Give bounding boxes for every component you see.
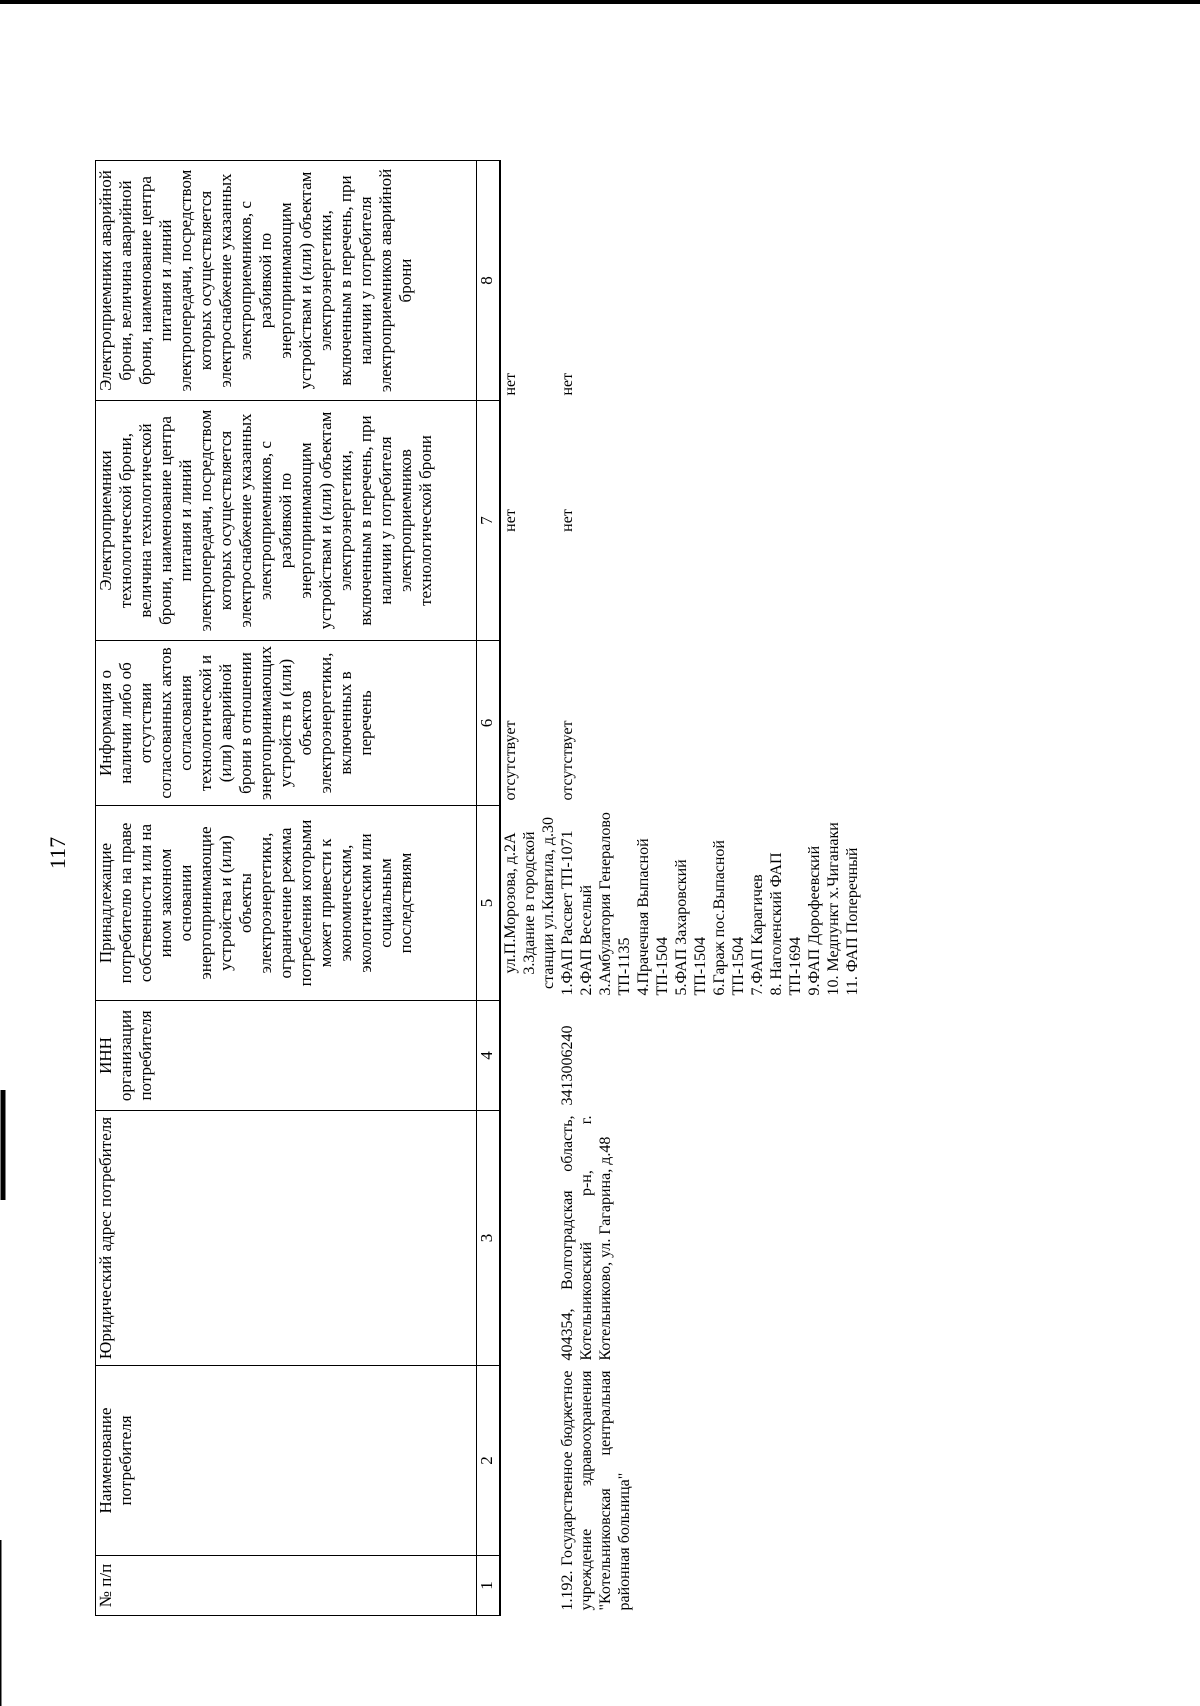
- header-consumer-name: Наименование потребителя: [96, 1366, 477, 1556]
- continuation-row: [500, 161, 558, 1616]
- column-number: 5: [477, 806, 501, 1001]
- header-inn: ИНН организации потребителя: [96, 1001, 477, 1111]
- header-row: [96, 161, 477, 1616]
- object-item: 2.ФАП Веселый: [578, 884, 595, 996]
- column-number: 3: [477, 1111, 501, 1366]
- object-item: 5.ФАП Захаровский ТП-1504: [673, 859, 709, 996]
- object-item: 10. Медпункт х.Чиганаки: [825, 822, 842, 996]
- consumer-objects: [558, 806, 862, 1001]
- column-number: 6: [477, 641, 501, 806]
- header-emergency-reserve: Электроприемники аварийной брони, величина аварийной брони, наименование центра питания и линий электропередачи, посредством которых осуществляется электроснабжение указанных электроприемников, с разбивкой по энергопринимающим устройствам и (или) объектам электроэнергетики, включенным в перечень, при наличии у потребителя электроприемников аварийной брони: [96, 161, 477, 401]
- object-item: 9.ФАП Дорофеевский: [806, 845, 823, 996]
- consumer-inn: 3413006240: [559, 1025, 576, 1106]
- column-number-row: [477, 161, 501, 1616]
- column-number: 2: [477, 1366, 501, 1556]
- consumer-name: 1.192. Государственное бюджетное учреждение здравоохранения "Котельниковская центральная районная больница": [559, 1370, 633, 1611]
- object-item: 7.ФАП Карагичев: [749, 874, 766, 996]
- column-number: 4: [477, 1001, 501, 1111]
- column-number: 1: [477, 1556, 501, 1616]
- header-devices: Принадлежащие потребителю на праве собственности или на ином законном основании энергопринимающие устройства и (или) объекты электроэнергетики, ограничение режима потребления которыми может привести к экономическим, экологическим или социальным последствиям: [96, 806, 477, 1001]
- consumer-agreement-info: отсутствует: [559, 720, 576, 801]
- consumer-registry-table: [95, 160, 862, 1616]
- header-legal-address: Юридический адрес потребителя: [96, 1111, 477, 1366]
- header-agreement-info: Информация о наличии либо об отсутствии согласованных актов согласования технологической и (или) аварийной брони в отношении энергопринимающих устройств и (или) объектов электроэнергетики, включенных в перечень: [96, 641, 477, 806]
- header-tech-reserve: Электроприемники технологической брони, величина технологической брони, наименование центра питания и линий электропередачи, посредством которых осуществляется электроснабжение указанных электроприемников, с разбивкой по энергопринимающим устройствам и (или) объектам электроэнергетики, включенным в перечень, при наличии у потребителя электроприемников технологической брони: [96, 401, 477, 641]
- consumer-emergency-reserve: нет: [559, 372, 576, 396]
- object-item: 3.Амбулатория Генералово ТП-1135: [597, 812, 633, 996]
- object-item: 6.Гараж пос.Выпасной ТП-1504: [711, 840, 747, 996]
- continuation-objects: ул.П.Морозова, д.2А 3.Здание в городской станции ул.Кивгила, д.30: [502, 816, 557, 990]
- column-number: 7: [477, 401, 501, 641]
- consumer-address: 404354, Волгоградская область, Котельниковский р-н, г. Котельниково, ул. Гагарина, д.48: [559, 1115, 614, 1361]
- continuation-tech-reserve: нет: [502, 509, 519, 532]
- column-number: 8: [477, 161, 501, 401]
- object-item: 4.Прачечная Выпасной ТП-1504: [635, 838, 671, 996]
- consumer-tech-reserve: нет: [559, 509, 576, 532]
- continuation-emergency-reserve: нет: [502, 372, 519, 396]
- continuation-agreement-info: отсутствует: [502, 720, 519, 801]
- consumer-row: [558, 161, 862, 1616]
- object-item: 1.ФАП Рассвет ТП-1071: [559, 830, 576, 996]
- object-item: 11. ФАП Поперечный: [844, 847, 861, 996]
- page-number: 117: [45, 836, 70, 870]
- header-num: № п/п: [96, 1556, 477, 1616]
- object-item: 8. Наголенский ФАП ТП-1694: [768, 852, 804, 996]
